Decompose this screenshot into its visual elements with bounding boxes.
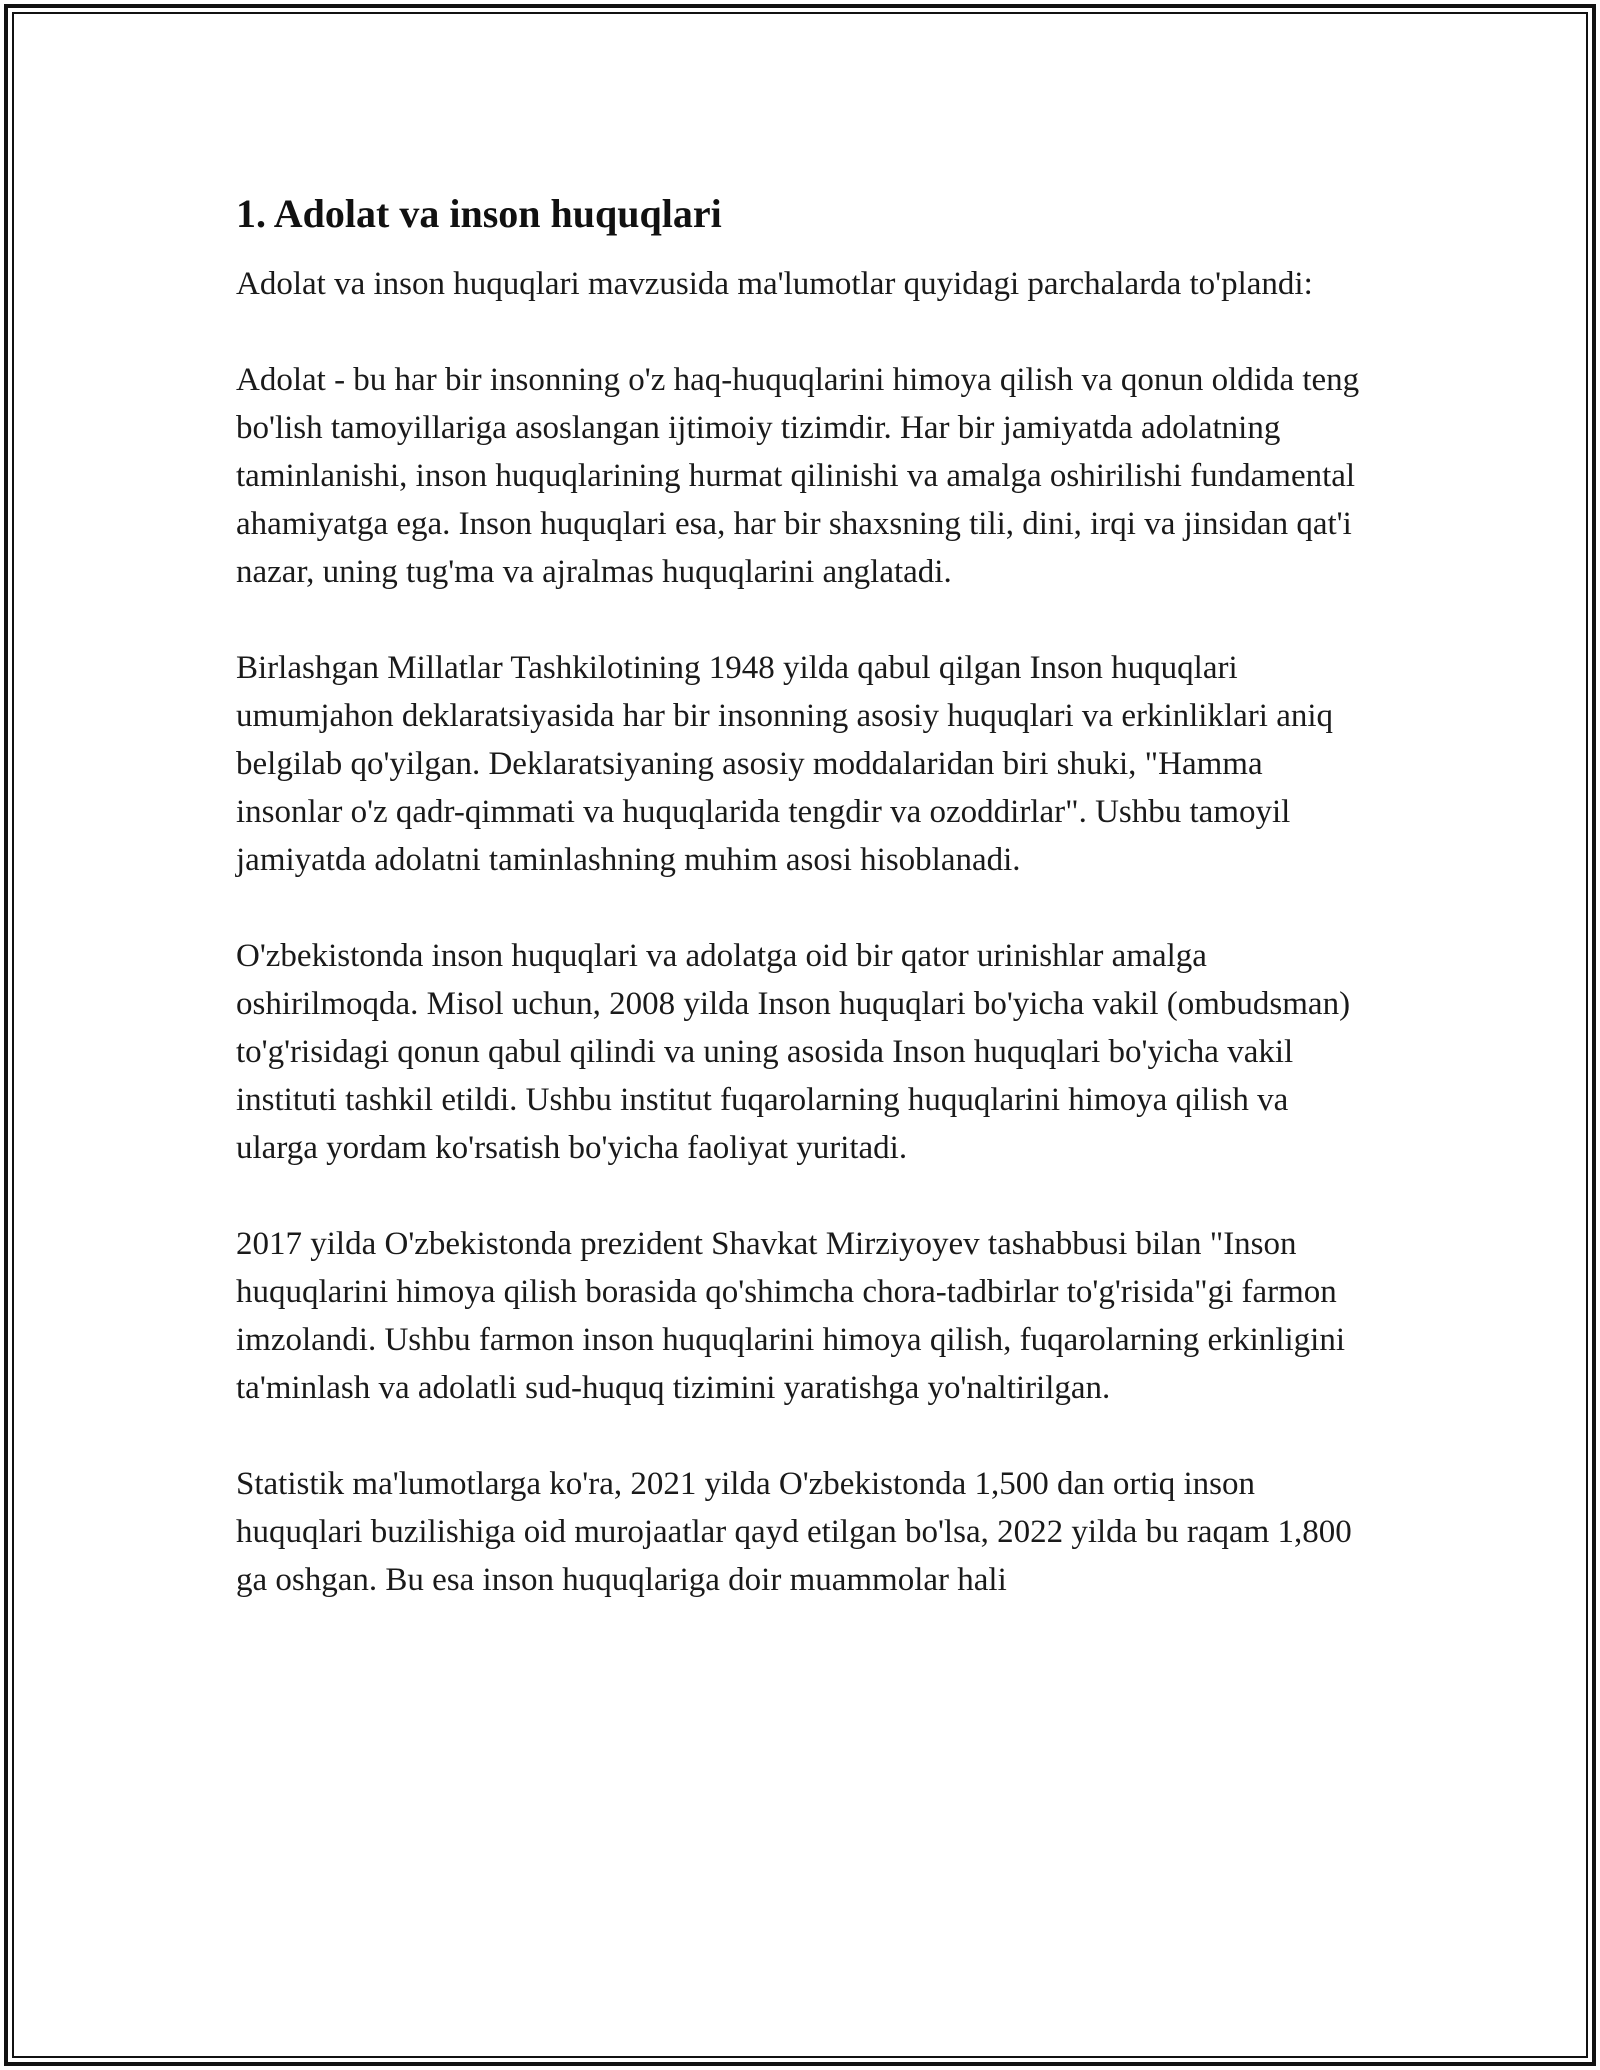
paragraph-intro: Adolat va inson huquqlari mavzusida ma'lumotlar quyidagi parchalarda to'plandi: [236,266,1313,302]
section-heading: 1. Adolat va inson huquqlari [236,191,722,236]
paragraph-2017-decree: 2017 yilda O'zbekistonda prezident Shavkat Mirziyoyev tashabbusi bilan "Inson huquqlarini himoya qilish borasida qo'shimcha chora-tadbirlar to'g'risida"gi farmon imzolandi. Ushbu farmon inson huquqlarini himoya qilish, fuqarolarning erkinligini ta'minlash va adolatli sud-huquq tizimini yaratishga yo'naltirilgan. [236,1226,1345,1406]
paragraph-adolat-definition: Adolat - bu har bir insonning o'z haq-huquqlarini himoya qilish va qonun oldida teng bo'lish tamoyillariga asoslangan ijtimoiy tizimdir. Har bir jamiyatda adolatning taminlanishi, inson huquqlarining hurmat qilinishi va amalga oshirilishi fundamental ahamiyatga ega. Inson huquqlari esa, har bir shaxsning tili, dini, irqi va jinsidan qat'i nazar, uning tug'ma va ajralmas huquqlarini anglatadi. [236,362,1360,590]
document-body [236,188,1366,1652]
paragraph-statistics: Statistik ma'lumotlarga ko'ra, 2021 yilda O'zbekistonda 1,500 dan ortiq inson huquqlari buzilishiga oid murojaatlar qayd etilgan bo'lsa, 2022 yilda bu raqam 1,800 ga oshgan. Bu esa inson huquqlariga doir muammolar hali [236,1466,1352,1598]
paragraph-un-declaration: Birlashgan Millatlar Tashkilotining 1948 yilda qabul qilgan Inson huquqlari umumjahon deklaratsiyasida har bir insonning asosiy huquqlari va erkinliklari aniq belgilab qo'yilgan. Deklaratsiyaning asosiy moddalaridan biri shuki, "Hamma insonlar o'z qadr-qimmati va huquqlarida tengdir va ozoddirlar". Ushbu tamoyil jamiyatda adolatni taminlashning muhim asosi hisoblanadi. [236,650,1334,878]
paragraph-ombudsman: O'zbekistonda inson huquqlari va adolatga oid bir qator urinishlar amalga oshirilmoqda. Misol uchun, 2008 yilda Inson huquqlari bo'yicha vakil (ombudsman) to'g'risidagi qonun qabul qilindi va uning asosida Inson huquqlari bo'yicha vakil instituti tashkil etildi. Ushbu institut fuqarolarning huquqlarini himoya qilish va ularga yordam ko'rsatish bo'yicha faoliyat yuritadi. [236,938,1351,1166]
